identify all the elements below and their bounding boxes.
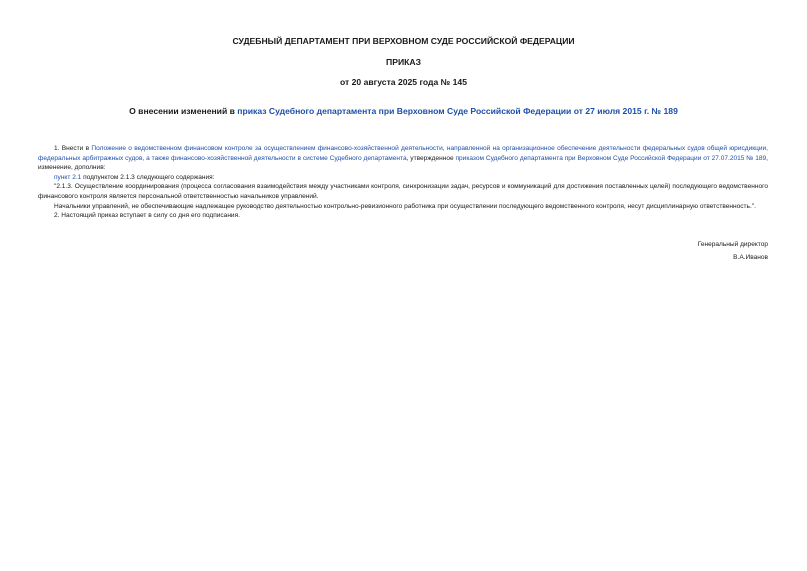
paragraph-5: 2. Настоящий приказ вступает в силу со дня его подписания.	[54, 212, 240, 220]
order-link[interactable]: приказом Судебного департамента при Верховном Суде Российской Федерации от 27.07.2015 № 189	[455, 154, 767, 162]
title-prefix: О внесении изменений в	[129, 106, 238, 116]
signatory-position: Генеральный директор	[697, 241, 768, 248]
paragraph-2	[38, 173, 768, 183]
paragraph-3: "2.1.3. Осуществление координирования (процесса согласования взаимодействия между участниками контроля, синхронизации задач, ресурсов и коммуникаций для достижения поставленных целей) последующего ведомственного финансового контроля является персональной ответственностью начальников управлений.	[38, 183, 768, 200]
paragraph-4: Начальники управлений, не обеспечивающие надлежащее руководство деятельностью контрольно-ревизионного работника при осуществлении последующего ведомственного контроля, несут дисциплинарную ответственность.".	[54, 202, 756, 210]
signatory-name: В.А.Иванов	[733, 254, 768, 261]
title-order-link[interactable]: приказ Судебного департамента при Верховном Суде Российской Федерации от 27 июля 2015 г. № 189	[237, 106, 678, 116]
document-body	[38, 144, 768, 221]
p2-suffix: подпунктом 2.1.3 следующего содержания:	[81, 173, 215, 181]
p1-suffix: , изменение, дополнив:	[38, 154, 768, 172]
paragraph-1	[38, 144, 768, 173]
signature-block	[698, 238, 768, 264]
document-date-number: от 20 августа 2025 года № 145	[340, 77, 467, 87]
document-title	[0, 106, 807, 117]
p1-prefix: 1. Внести в	[54, 145, 92, 152]
clause-link[interactable]: пункт 2.1	[54, 173, 82, 181]
department-name: СУДЕБНЫЙ ДЕПАРТАМЕНТ ПРИ ВЕРХОВНОМ СУДЕ РОССИЙСКОЙ ФЕДЕРАЦИИ	[232, 36, 575, 46]
regulation-link[interactable]: Положение о ведомственном финансовом контроле за осуществлением финансово-хозяйственной деятельности, направленной на организационное обеспечение деятельности федеральных судов общей юрисдикции, федеральных арбитражных судов, а также финансово-хозяйственной деятельности в системе Судебного департамента	[38, 145, 768, 162]
p1-mid: , утвержденное	[406, 154, 456, 162]
document-type: ПРИКАЗ	[386, 57, 421, 67]
